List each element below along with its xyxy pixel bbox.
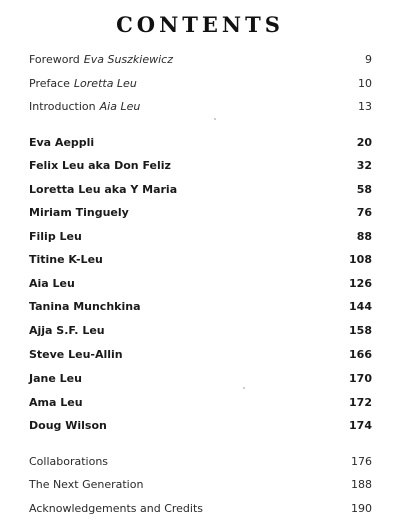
toc-entry (29, 206, 372, 224)
toc-entry (29, 230, 372, 248)
entry-page-number: 172 (349, 396, 372, 409)
toc-front-entry (29, 77, 372, 95)
entry-label: Felix Leu aka Don Feliz (29, 159, 171, 172)
entry-label: The Next Generation (29, 478, 144, 491)
entry-label: Aia Leu (29, 277, 75, 290)
toc-entry (29, 183, 372, 201)
entry-page-number: 174 (349, 419, 372, 432)
toc-entry (29, 277, 372, 295)
entry-label: Acknowledgements and Credits (29, 502, 204, 515)
toc-back-entry (29, 455, 372, 473)
entry-label: Titine K-Leu (29, 253, 103, 266)
toc-back-entry (29, 478, 372, 496)
toc-front-entry (29, 100, 372, 118)
toc-entry (29, 324, 372, 342)
entry-page-number: 188 (351, 478, 372, 491)
toc-back-entry (29, 502, 372, 520)
entry-page-number: 166 (349, 348, 372, 361)
entry-page-number: 20 (356, 136, 372, 149)
toc-entry (29, 419, 372, 437)
toc-entry (29, 396, 372, 414)
entry-author: Aia Leu (99, 100, 141, 113)
entry-page-number: 108 (349, 253, 372, 266)
entry-page-number: 9 (365, 53, 372, 66)
entry-author: Loretta Leu (73, 77, 137, 90)
entry-author: Eva Suszkiewicz (83, 53, 173, 66)
entry-page-number: 190 (351, 502, 372, 515)
entry-label: Filip Leu (29, 230, 82, 243)
entry-label: Eva Aeppli (29, 136, 95, 149)
entry-label: Foreword (29, 53, 80, 66)
entry-page-number: 126 (349, 277, 372, 290)
entry-label: Ama Leu (29, 396, 83, 409)
entry-label: Ajja S.F. Leu (29, 324, 105, 337)
entry-page-number: 158 (349, 324, 372, 337)
entry-label: Loretta Leu aka Y Maria (29, 183, 178, 196)
entry-page-number: 170 (349, 372, 372, 385)
entry-page-number: 10 (358, 77, 372, 90)
entry-page-number: 13 (358, 100, 372, 113)
entry-page-number: 58 (356, 183, 372, 196)
entry-page-number: 76 (356, 206, 372, 219)
entry-label: Introduction (29, 100, 96, 113)
entry-label: Preface (29, 77, 70, 90)
scan-speck (243, 387, 245, 389)
entry-label: Steve Leu-Allin (29, 348, 123, 361)
entry-page-number: 88 (356, 230, 372, 243)
scan-speck (214, 118, 216, 120)
toc-entry (29, 136, 372, 154)
toc-front-entry (29, 53, 372, 71)
toc-entry (29, 300, 372, 318)
entry-label: Tanina Munchkina (29, 300, 141, 313)
entry-page-number: 144 (349, 300, 372, 313)
toc-entry (29, 348, 372, 366)
entry-label: Doug Wilson (29, 419, 107, 432)
entry-label: Miriam Tinguely (29, 206, 129, 219)
entry-page-number: 32 (356, 159, 372, 172)
toc-entry (29, 372, 372, 390)
contents-title: CONTENTS (116, 12, 284, 37)
toc-entry (29, 159, 372, 177)
entry-page-number: 176 (351, 455, 372, 468)
entry-label: Jane Leu (29, 372, 82, 385)
toc-entry (29, 253, 372, 271)
entry-label: Collaborations (29, 455, 109, 468)
